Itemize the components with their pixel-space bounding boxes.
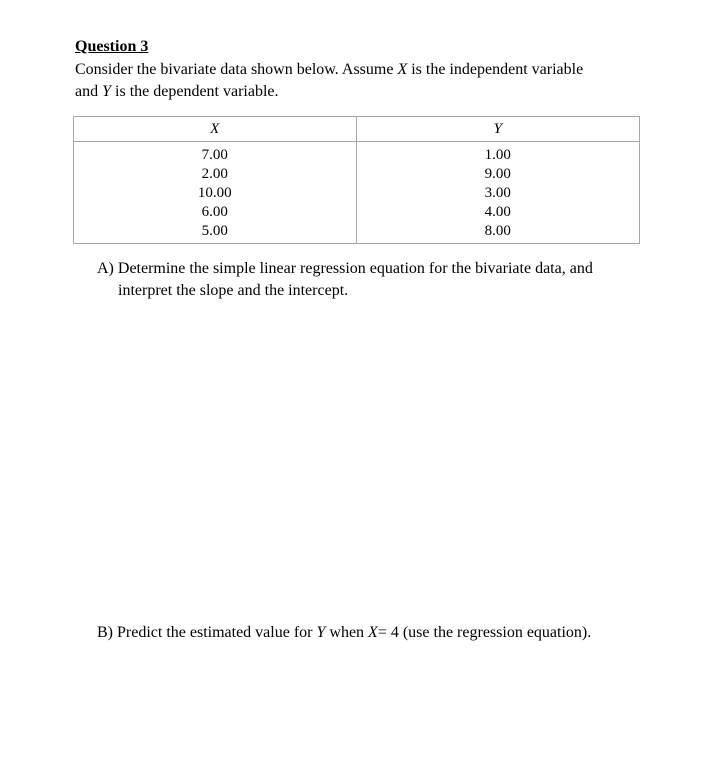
part-b-text-2: when bbox=[325, 624, 369, 641]
x-value: 10.00 bbox=[197, 185, 232, 201]
part-b-prompt bbox=[97, 622, 657, 644]
y-values-cell bbox=[356, 142, 639, 244]
x-values-cell bbox=[74, 142, 357, 244]
table-header-row bbox=[74, 117, 640, 142]
intro-text-4: is the dependent variable. bbox=[111, 83, 279, 100]
intro-text-3: and bbox=[75, 83, 103, 100]
question-intro bbox=[75, 59, 655, 103]
part-a-prompt bbox=[97, 258, 637, 302]
y-value: 4.00 bbox=[484, 204, 511, 220]
table-row bbox=[74, 142, 640, 244]
part-a-line-1: A) Determine the simple linear regression equation for the bivariate data, and bbox=[97, 260, 593, 277]
y-value: 1.00 bbox=[484, 147, 511, 163]
x-value: 7.00 bbox=[201, 147, 228, 163]
part-b-var-x: X bbox=[368, 624, 378, 641]
intro-var-x: X bbox=[397, 61, 408, 78]
part-a-line-2: interpret the slope and the intercept. bbox=[118, 282, 349, 299]
header-y: Y bbox=[356, 117, 639, 142]
y-value: 8.00 bbox=[484, 223, 511, 239]
part-b-var-y: Y bbox=[316, 624, 326, 641]
x-value: 2.00 bbox=[201, 166, 228, 182]
question-title: Question 3 bbox=[75, 38, 149, 55]
part-b-text-3: = 4 (use the regression equation). bbox=[377, 624, 592, 641]
intro-text-1: Consider the bivariate data shown below. Assume bbox=[75, 61, 398, 78]
x-value: 6.00 bbox=[201, 204, 228, 220]
y-value: 3.00 bbox=[484, 185, 511, 201]
y-value: 9.00 bbox=[484, 166, 511, 182]
bivariate-data-table bbox=[73, 116, 640, 244]
intro-var-y: Y bbox=[102, 83, 112, 100]
part-b-text-1: B) Predict the estimated value for bbox=[97, 624, 317, 641]
x-value: 5.00 bbox=[201, 223, 228, 239]
intro-text-2: is the independent variable bbox=[407, 61, 584, 78]
header-x: X bbox=[74, 117, 357, 142]
